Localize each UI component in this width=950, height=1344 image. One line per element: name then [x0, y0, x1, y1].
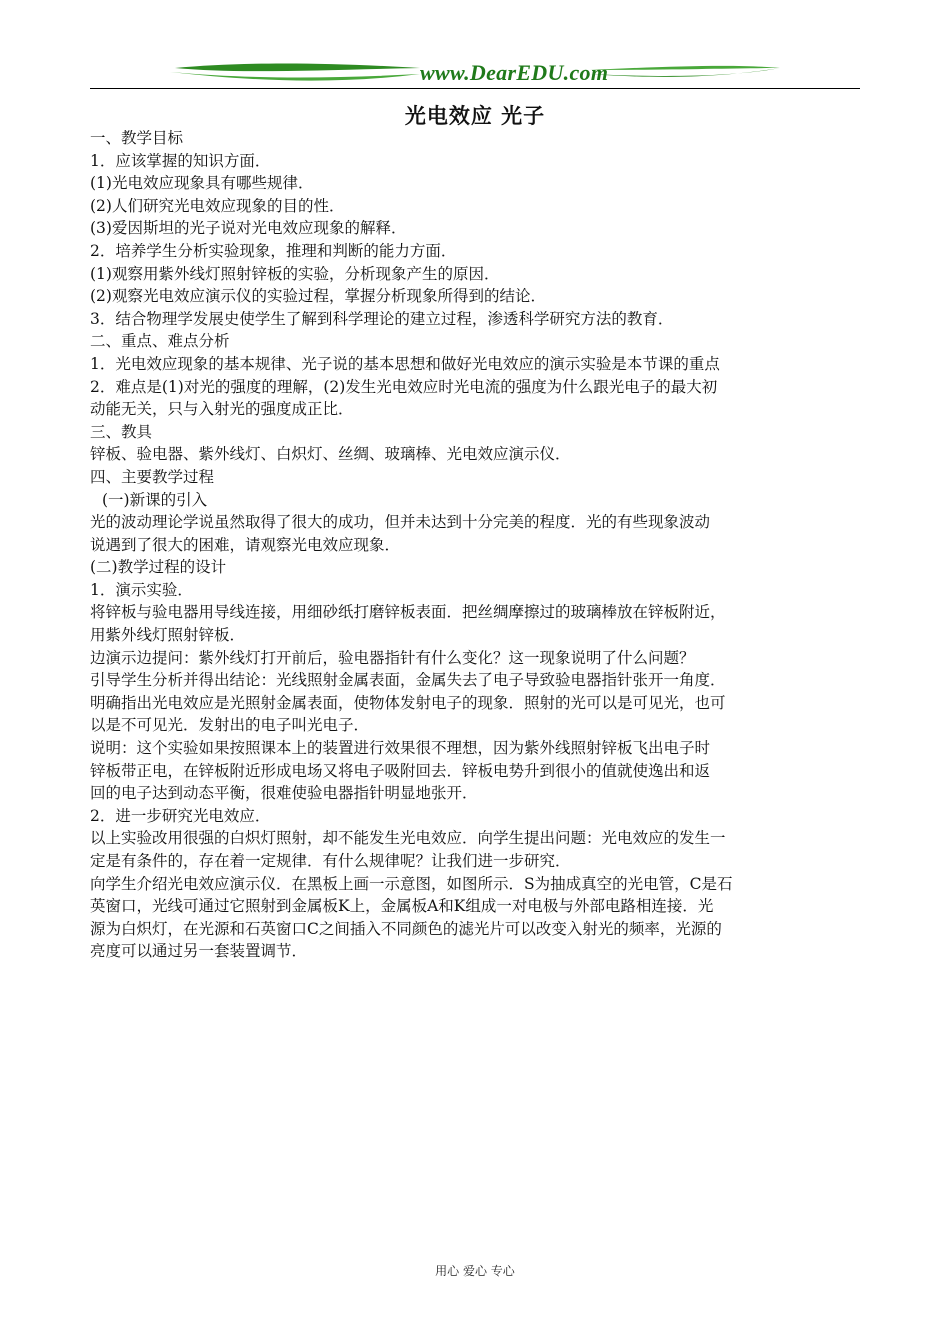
header-divider: [90, 88, 860, 89]
site-header-banner: [90, 56, 860, 96]
paragraph: 光的波动理论学说虽然取得了很大的成功，但并未达到十分完美的程度．光的有些现象波动: [90, 513, 711, 532]
paragraph: 以上实验改用很强的白炽灯照射，却不能发生光电效应．向学生提出问题：光电效应的发生一: [90, 829, 726, 848]
section-heading: 四、主要教学过程: [90, 467, 215, 486]
paragraph: (2)人们研究光电效应现象的目的性．: [90, 196, 345, 215]
paragraph: 边演示边提问：紫外线灯打开前后，验电器指针有什么变化？这一现象说明了什么问题？: [90, 648, 695, 667]
paragraph: 2．进一步研究光电效应．: [90, 806, 271, 825]
paragraph: 说遇到了很大的困难，请观察光电效应现象．: [90, 535, 401, 554]
paragraph: 动能无关，只与入射光的强度成正比．: [90, 400, 354, 419]
paragraph: 向学生介绍光电效应演示仪．在黑板上画一示意图，如图所示．S为抽成真空的光电管，C是石: [90, 874, 733, 893]
paragraph: 明确指出光电效应是光照射金属表面，使物体发射电子的现象．照射的光可以是可见光，也可: [90, 693, 726, 712]
paragraph: (2)观察光电效应演示仪的实验过程，掌握分析现象所得到的结论．: [90, 287, 546, 306]
paragraph: 1．光电效应现象的基本规律、光子说的基本思想和做好光电效应的演示实验是本节课的重点: [90, 354, 720, 373]
paragraph: 定是有条件的，存在着一定规律．有什么规律呢？让我们进一步研究．: [90, 852, 571, 870]
paragraph: 1．演示实验．: [90, 580, 193, 599]
subsection-heading: (二)教学过程的设计: [90, 558, 227, 577]
paragraph: 2．难点是(1)对光的强度的理解，(2)发生光电效应时光电流的强度为什么跟光电子的最大初: [90, 377, 718, 396]
paragraph: 亮度可以通过另一套装置调节．: [90, 942, 308, 961]
document-body: [90, 127, 870, 963]
paragraph: 用紫外线灯照射锌板．: [90, 626, 246, 645]
paragraph: 1．应该掌握的知识方面．: [90, 151, 271, 170]
site-logo-text[interactable]: www.DearEDU.com: [420, 60, 609, 85]
paragraph: 3．结合物理学发展史使学生了解到科学理论的建立过程，渗透科学研究方法的教育．: [90, 309, 674, 328]
paragraph: 以是不可见光．发射出的电子叫光电子．: [90, 716, 370, 735]
subsection-heading: (一)新课的引入: [102, 490, 208, 509]
section-heading: 一、教学目标: [90, 129, 184, 147]
paragraph: (1)光电效应现象具有哪些规律．: [90, 174, 314, 193]
paragraph: 锌板带正电，在锌板附近形成电场又将电子吸附回去．锌板电势升到很小的值就使逸出和返: [90, 761, 711, 780]
paragraph: 引导学生分析并得出结论：光线照射金属表面，金属失去了电子导致验电器指针张开一角度．: [90, 671, 726, 690]
paragraph: 源为白炽灯，在光源和石英窗口C之间插入不同颜色的滤光片可以改变入射光的频率，光源的: [90, 919, 722, 938]
paragraph: 说明：这个实验如果按照课本上的装置进行效果很不理想，因为紫外线照射锌板飞出电子时: [90, 739, 711, 758]
paragraph: 英窗口，光线可通过它照射到金属板K上，金属板A和K组成一对电极与外部电路相连接．光: [90, 897, 714, 916]
paragraph: (3)爱因斯坦的光子说对光电效应现象的解释．: [90, 219, 407, 238]
paragraph: 将锌板与验电器用导线连接，用细砂纸打磨锌板表面．把丝绸摩擦过的玻璃棒放在锌板附近，: [90, 603, 726, 622]
paragraph: (1)观察用紫外线灯照射锌板的实验，分析现象产生的原因．: [90, 264, 500, 283]
page-footer: 用心 爱心 专心: [435, 1264, 515, 1278]
paragraph: 回的电子达到动态平衡，很难使验电器指针明显地张开．: [90, 784, 478, 803]
section-heading: 三、教具: [90, 422, 153, 441]
paragraph: 锌板、验电器、紫外线灯、白炽灯、丝绸、玻璃棒、光电效应演示仪．: [90, 445, 571, 464]
paragraph: 2．培养学生分析实验现象，推理和判断的能力方面．: [90, 241, 457, 260]
page-title: 光电效应 光子: [404, 103, 546, 128]
section-heading: 二、重点、难点分析: [90, 332, 230, 351]
